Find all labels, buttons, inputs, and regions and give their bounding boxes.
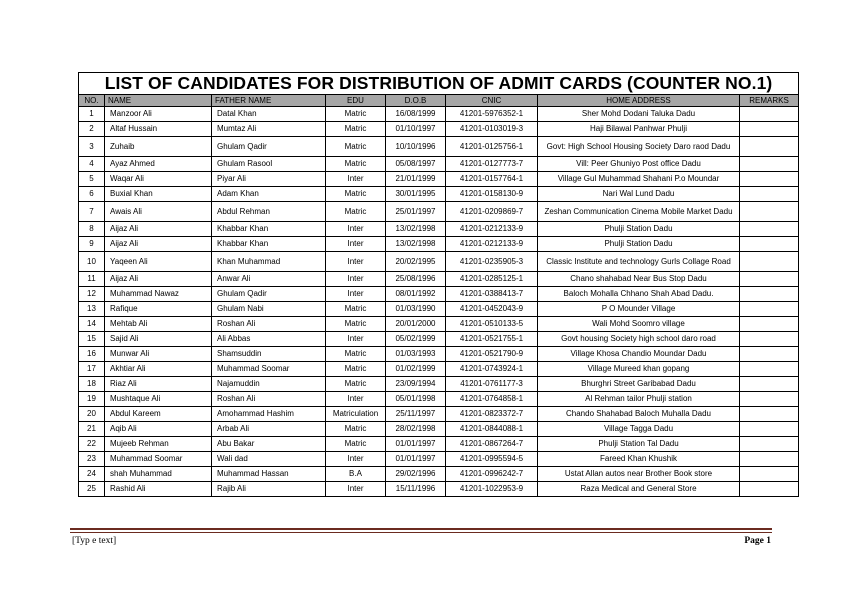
table-row [79,467,799,482]
cell-edu: Inter [326,272,386,287]
table-row [79,347,799,362]
cell-father-name: Anwar Ali [212,272,326,287]
cell-dob: 08/01/1992 [386,287,446,302]
cell-edu: Inter [326,252,386,272]
cell-dob: 05/02/1999 [386,332,446,347]
cell-remarks [740,407,799,422]
cell-remarks [740,172,799,187]
cell-father-name: Roshan Ali [212,392,326,407]
cell-home-address: Zeshan Communication Cinema Mobile Market Dadu [538,202,740,222]
cell-name: Ayaz Ahmed [105,157,212,172]
cell-father-name: Najamuddin [212,377,326,392]
cell-father-name: Ghulam Rasool [212,157,326,172]
cell-no: 9 [79,237,105,252]
cell-dob: 21/01/1999 [386,172,446,187]
cell-cnic: 41201-0212133-9 [446,237,538,252]
table-row [79,272,799,287]
cell-father-name: Khabbar Khan [212,222,326,237]
cell-no: 7 [79,202,105,222]
table-row [79,202,799,222]
cell-father-name: Adam Khan [212,187,326,202]
cell-cnic: 41201-0285125-1 [446,272,538,287]
cell-home-address: Phulji Station Tal Dadu [538,437,740,452]
cell-father-name: Khabbar Khan [212,237,326,252]
cell-cnic: 41201-0510133-5 [446,317,538,332]
cell-cnic: 41201-0761177-3 [446,377,538,392]
cell-name: Manzoor Ali [105,107,212,122]
cell-cnic: 41201-0743924-1 [446,362,538,377]
cell-name: Munwar Ali [105,347,212,362]
table-row [79,362,799,377]
cell-name: shah Muhammad [105,467,212,482]
cell-no: 11 [79,272,105,287]
cell-home-address: Phulji Station Dadu [538,237,740,252]
cell-cnic: 41201-0388413-7 [446,287,538,302]
cell-cnic: 41201-0127773-7 [446,157,538,172]
cell-name: Aijaz Ali [105,237,212,252]
cell-cnic: 41201-0823372-7 [446,407,538,422]
cell-remarks [740,252,799,272]
table-row [79,237,799,252]
cell-edu: Matric [326,317,386,332]
cell-no: 23 [79,452,105,467]
cell-home-address: Village Gul Muhammad Shahani P.o Moundar [538,172,740,187]
table-row [79,392,799,407]
cell-edu: Matric [326,187,386,202]
cell-name: Mujeeb Rehman [105,437,212,452]
cell-dob: 10/10/1996 [386,137,446,157]
table-row [79,482,799,497]
cell-remarks [740,392,799,407]
cell-cnic: 41201-0867264-7 [446,437,538,452]
cell-home-address: Ustat Allan autos near Brother Book store [538,467,740,482]
cell-home-address: Vill: Peer Ghuniyo Post office Dadu [538,157,740,172]
cell-cnic: 41201-0521790-9 [446,347,538,362]
cell-dob: 23/09/1994 [386,377,446,392]
cell-remarks [740,482,799,497]
table-row [79,437,799,452]
cell-father-name: Khan Muhammad [212,252,326,272]
table-row [79,302,799,317]
cell-edu: Matric [326,122,386,137]
cell-dob: 25/01/1997 [386,202,446,222]
col-header-name: NAME [105,95,212,107]
cell-name: Aijaz Ali [105,272,212,287]
cell-home-address: Al Rehman tailor Phulji station [538,392,740,407]
cell-remarks [740,237,799,252]
table-row [79,407,799,422]
cell-edu: Matric [326,422,386,437]
cell-no: 21 [79,422,105,437]
cell-home-address: Bhurghri Street Garibabad Dadu [538,377,740,392]
cell-name: Abdul Kareem [105,407,212,422]
cell-no: 10 [79,252,105,272]
cell-father-name: Wali dad [212,452,326,467]
cell-edu: Matric [326,137,386,157]
col-header-cnic: CNIC [446,95,538,107]
table-row [79,332,799,347]
cell-edu: Matric [326,437,386,452]
table-row [79,157,799,172]
col-header-no: NO. [79,95,105,107]
cell-cnic: 41201-5976352-1 [446,107,538,122]
cell-edu: Matric [326,202,386,222]
cell-home-address: Baloch Mohalla Chhano Shah Abad Dadu. [538,287,740,302]
cell-no: 14 [79,317,105,332]
cell-remarks [740,107,799,122]
cell-home-address: Classic Institute and technology Gurls Collage Road [538,252,740,272]
cell-remarks [740,157,799,172]
cell-dob: 05/01/1998 [386,392,446,407]
cell-no: 17 [79,362,105,377]
page-number: Page 1 [744,536,771,546]
cell-dob: 13/02/1998 [386,237,446,252]
cell-home-address: Wali Mohd Soomro village [538,317,740,332]
cell-dob: 29/02/1996 [386,467,446,482]
cell-cnic: 41201-0844088-1 [446,422,538,437]
cell-remarks [740,422,799,437]
cell-no: 19 [79,392,105,407]
cell-remarks [740,362,799,377]
cell-home-address: Village Mureed khan gopang [538,362,740,377]
cell-cnic: 41201-0157764-1 [446,172,538,187]
cell-dob: 01/01/1997 [386,452,446,467]
cell-no: 8 [79,222,105,237]
cell-father-name: Shamsuddin [212,347,326,362]
cell-no: 16 [79,347,105,362]
cell-father-name: Ali Abbas [212,332,326,347]
table-row [79,422,799,437]
page-title: LIST OF CANDIDATES FOR DISTRIBUTION OF ADMIT CARDS (COUNTER NO.1) [79,73,799,95]
cell-no: 24 [79,467,105,482]
cell-no: 5 [79,172,105,187]
table-row [79,452,799,467]
cell-home-address: Fareed Khan Khushik [538,452,740,467]
cell-home-address: Village Tagga Dadu [538,422,740,437]
cell-dob: 01/01/1997 [386,437,446,452]
cell-no: 18 [79,377,105,392]
cell-edu: Matric [326,347,386,362]
cell-father-name: Abu Bakar [212,437,326,452]
cell-edu: Inter [326,222,386,237]
cell-name: Waqar Ali [105,172,212,187]
cell-cnic: 41201-0212133-9 [446,222,538,237]
cell-home-address: Phulji Station Dadu [538,222,740,237]
cell-name: Akhtiar Ali [105,362,212,377]
cell-edu: Inter [326,172,386,187]
cell-edu: Matriculation [326,407,386,422]
cell-edu: Inter [326,392,386,407]
cell-cnic: 41201-1022953-9 [446,482,538,497]
cell-edu: B.A [326,467,386,482]
col-header-father-name: FATHER NAME [212,95,326,107]
cell-cnic: 41201-0521755-1 [446,332,538,347]
cell-edu: Inter [326,482,386,497]
cell-cnic: 41201-0764858-1 [446,392,538,407]
cell-remarks [740,347,799,362]
cell-home-address: Govt housing Society high school daro road [538,332,740,347]
cell-edu: Matric [326,362,386,377]
cell-no: 6 [79,187,105,202]
cell-remarks [740,287,799,302]
cell-name: Rashid Ali [105,482,212,497]
cell-no: 1 [79,107,105,122]
table-header-row [79,95,799,107]
cell-remarks [740,437,799,452]
cell-father-name: Rajib Ali [212,482,326,497]
cell-dob: 25/11/1997 [386,407,446,422]
cell-cnic: 41201-0452043-9 [446,302,538,317]
footer-rule [70,528,772,530]
cell-cnic: 41201-0125756-1 [446,137,538,157]
cell-dob: 30/01/1995 [386,187,446,202]
table-row [79,222,799,237]
cell-no: 20 [79,407,105,422]
cell-edu: Matric [326,377,386,392]
cell-edu: Inter [326,237,386,252]
cell-no: 2 [79,122,105,137]
cell-name: Muhammad Soomar [105,452,212,467]
cell-name: Aijaz Ali [105,222,212,237]
col-header-dob: D.O.B [386,95,446,107]
cell-cnic: 41201-0158130-9 [446,187,538,202]
cell-remarks [740,317,799,332]
cell-no: 3 [79,137,105,157]
col-header-remarks: REMARKS [740,95,799,107]
cell-remarks [740,332,799,347]
cell-edu: Inter [326,452,386,467]
table-row [79,377,799,392]
cell-dob: 15/11/1996 [386,482,446,497]
cell-home-address: Sher Mohd Dodani Taluka Dadu [538,107,740,122]
cell-father-name: Abdul Rehman [212,202,326,222]
cell-edu: Matric [326,302,386,317]
cell-dob: 01/02/1999 [386,362,446,377]
cell-cnic: 41201-0996242-7 [446,467,538,482]
cell-remarks [740,377,799,392]
col-header-home-address: HOME ADDRESS [538,95,740,107]
cell-remarks [740,272,799,287]
cell-dob: 20/02/1995 [386,252,446,272]
cell-father-name: Datal Khan [212,107,326,122]
cell-home-address: Nari Wal Lund Dadu [538,187,740,202]
cell-dob: 20/01/2000 [386,317,446,332]
cell-name: Mehtab Ali [105,317,212,332]
cell-father-name: Piyar Ali [212,172,326,187]
cell-father-name: Mumtaz Ali [212,122,326,137]
table-row [79,122,799,137]
cell-name: Muhammad Nawaz [105,287,212,302]
cell-father-name: Arbab Ali [212,422,326,437]
cell-remarks [740,202,799,222]
cell-dob: 01/03/1993 [386,347,446,362]
cell-no: 12 [79,287,105,302]
cell-name: Aqib Ali [105,422,212,437]
cell-name: Rafique [105,302,212,317]
cell-father-name: Ghulam Nabi [212,302,326,317]
cell-home-address: Raza Medical and General Store [538,482,740,497]
cell-remarks [740,222,799,237]
cell-dob: 13/02/1998 [386,222,446,237]
cell-dob: 28/02/1998 [386,422,446,437]
cell-dob: 05/08/1997 [386,157,446,172]
cell-name: Mushtaque Ali [105,392,212,407]
cell-name: Riaz Ali [105,377,212,392]
cell-remarks [740,467,799,482]
cell-remarks [740,302,799,317]
cell-remarks [740,137,799,157]
cell-cnic: 41201-0235905-3 [446,252,538,272]
cell-cnic: 41201-0995594-5 [446,452,538,467]
cell-name: Awais Ali [105,202,212,222]
cell-cnic: 41201-0209869-7 [446,202,538,222]
cell-name: Yaqeen Ali [105,252,212,272]
cell-father-name: Amohammad Hashim [212,407,326,422]
cell-name: Sajid Ali [105,332,212,347]
cell-dob: 01/03/1990 [386,302,446,317]
table-row [79,137,799,157]
cell-name: Altaf Hussain [105,122,212,137]
cell-edu: Inter [326,332,386,347]
cell-edu: Inter [326,287,386,302]
cell-home-address: P O Mounder Village [538,302,740,317]
table-row [79,187,799,202]
cell-home-address: Village Khosa Chandio Moundar Dadu [538,347,740,362]
cell-no: 15 [79,332,105,347]
table-row [79,107,799,122]
cell-no: 25 [79,482,105,497]
cell-remarks [740,187,799,202]
cell-no: 13 [79,302,105,317]
candidates-table [78,72,799,497]
cell-edu: Matric [326,107,386,122]
cell-father-name: Roshan Ali [212,317,326,332]
cell-cnic: 41201-0103019-3 [446,122,538,137]
cell-father-name: Ghulam Qadir [212,137,326,157]
cell-dob: 16/08/1999 [386,107,446,122]
footer-rule-thin [70,532,772,533]
table-row [79,287,799,302]
cell-remarks [740,122,799,137]
col-header-edu: EDU [326,95,386,107]
cell-no: 22 [79,437,105,452]
cell-home-address: Chando Shahabad Baloch Muhalla Dadu [538,407,740,422]
cell-dob: 01/10/1997 [386,122,446,137]
table-row [79,252,799,272]
cell-home-address: Govt: High School Housing Society Daro raod Dadu [538,137,740,157]
cell-remarks [740,452,799,467]
cell-home-address: Chano shahabad Near Bus Stop Dadu [538,272,740,287]
cell-no: 4 [79,157,105,172]
cell-name: Zuhaib [105,137,212,157]
cell-home-address: Haji Bilawal Panhwar Phulji [538,122,740,137]
cell-father-name: Muhammad Hassan [212,467,326,482]
table-row [79,172,799,187]
table-row [79,317,799,332]
cell-name: Buxial Khan [105,187,212,202]
cell-father-name: Muhammad Soomar [212,362,326,377]
cell-father-name: Ghulam Qadir [212,287,326,302]
footer-placeholder-text: [Typ e text] [72,536,117,546]
cell-edu: Matric [326,157,386,172]
cell-dob: 25/08/1996 [386,272,446,287]
